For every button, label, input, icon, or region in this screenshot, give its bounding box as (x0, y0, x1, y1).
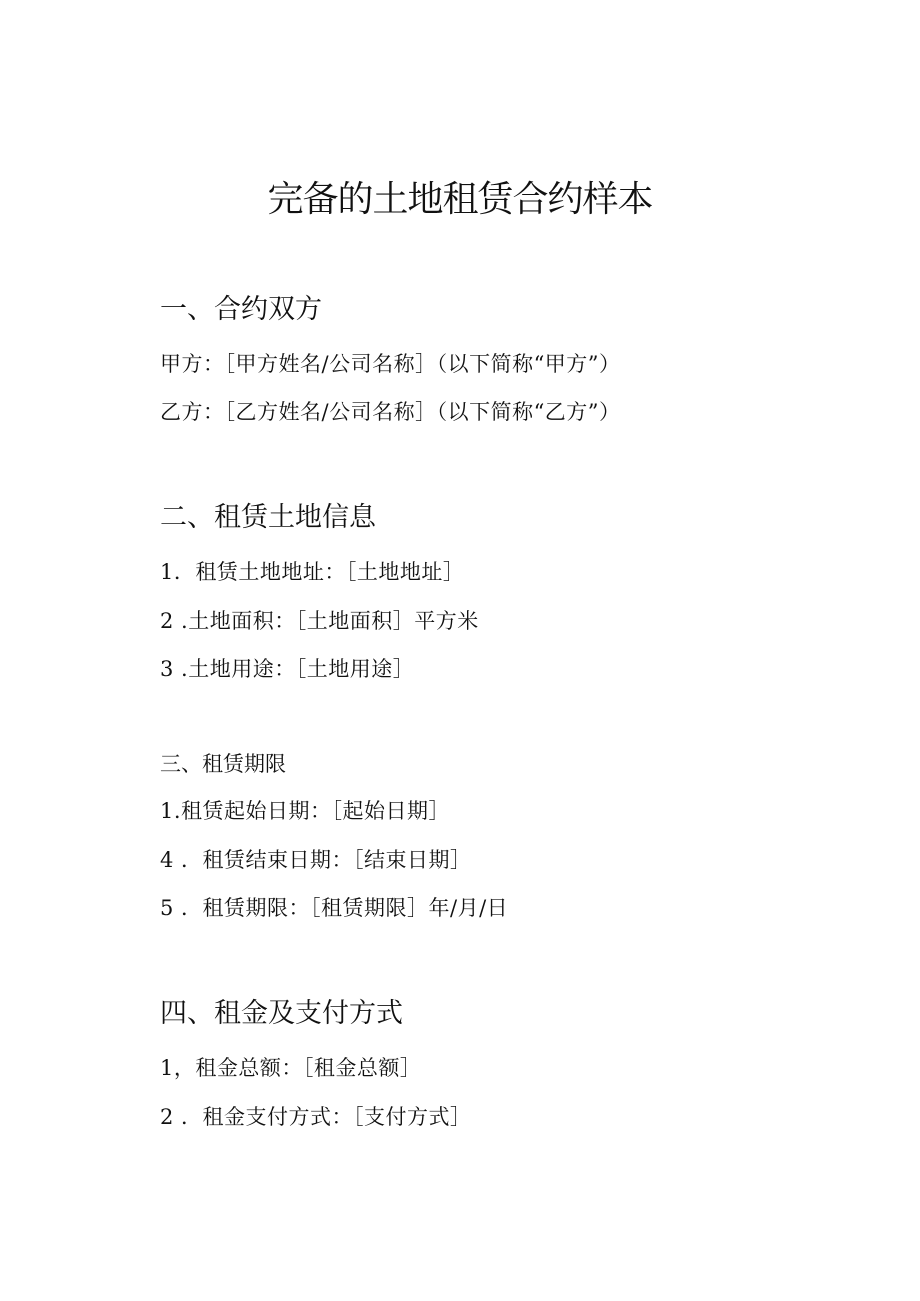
land-area-line: 2 .土地面积：［土地面积］平方米 (160, 609, 479, 633)
section-heading-rent: 四、租金及支付方式 (160, 998, 403, 1029)
lease-term-line: 5 ．租赁期限：［租赁期限］年/月/日 (160, 896, 509, 920)
end-date-line: 4 ．租赁结束日期：［结束日期］ (160, 848, 472, 872)
section-heading-parties: 一、合约双方 (160, 294, 322, 325)
land-use-line: 3 .土地用途：［土地用途］ (160, 657, 415, 681)
rent-total-line: 1，租金总额：［租金总额］ (160, 1056, 422, 1080)
party-a-line: 甲方：［甲方姓名/公司名称］（以下简称“甲方”） (160, 352, 621, 376)
section-heading-term: 三、租赁期限 (160, 752, 286, 776)
start-date-line: 1.租赁起始日期：［起始日期］ (160, 799, 451, 823)
land-address-line: 1．租赁土地地址：［土地地址］ (160, 560, 465, 584)
payment-method-line: 2 ．租金支付方式：［支付方式］ (160, 1105, 472, 1129)
party-b-line: 乙方：［乙方姓名/公司名称］（以下简称“乙方”） (160, 400, 621, 424)
document-title: 完备的土地租赁合约样本 (267, 179, 653, 220)
section-heading-land-info: 二、租赁土地信息 (160, 502, 376, 533)
